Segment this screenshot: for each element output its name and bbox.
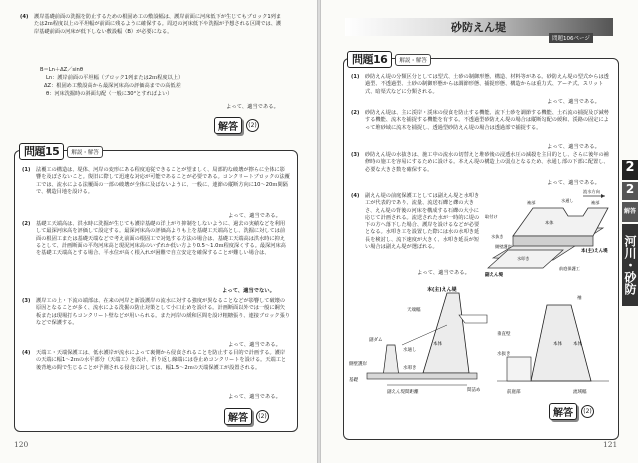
- problem-subtitle: 解説・解答: [395, 54, 431, 66]
- diagram-label: 袖: [577, 296, 582, 301]
- diagram-label: 本(主)えん堤: [427, 287, 457, 293]
- item-text: 法覆工の構造は、堤体、河岸の変形にある程度追従できることが望ましく、局部的な破壊が擦らに全体に影響を及ぼさないこと。復旧に際して迅速な対応が可能であることが必要である。コンクリートブロックの法覆工では、流水による法覆面の一部の破壊が全体に及ばないように、一般に、連節の縦断方向に10～20ｍ間隔で、構造目地を設ける。: [36, 167, 290, 195]
- diagram-label: 本体: [545, 220, 554, 225]
- item-text: 護岸基礎前面の洗掘を防止するための根固め工の敷設幅は、護岸前面に河床低下が生じてもブロック1列または2ｍ程度以上の平坦幅が前面に残るように確保する。周辺の河床低下や洗掘が予想される区間では、護岸基礎前面の河床が低下しない敷設幅（B）が必要になる。: [34, 14, 282, 35]
- diagram-label: 側壁護岸: [349, 362, 367, 367]
- item-text: 副えん堤の前庭保護工としては副えん堤と水叩き工が代表的であり、流量、流送石礫と礫の大きさ、えん堤の背後の河床を構成する石礫の大小に応じて計画される。流送された水が一時的に堤の下の方へ落下した場合、護岸を設けるなどが必要となる。水叩き工を設置した際には水の水叩き延長を検討し、流下速度が大きく、水叩き延長が短い場合は副えん堤が選ばれる。: [365, 193, 480, 251]
- answer-label: 解答: [224, 408, 252, 425]
- item-text: 天端工・天端保護工は、低水護岸が流水によって裏側から侵食されることを防止する目的で計画する。護岸の天端に幅1～2ｍの水平部分（天端工）を設け、折り返し線端には巻止めコンクリートを設ける。天端工と後背地の間で生じることが予測される侵食に対しては、幅1.5～2ｍの天端保護工が設置される。: [36, 350, 287, 371]
- diagram-label: 水叩き: [517, 256, 530, 261]
- diagram-label: 間詰め: [467, 388, 481, 393]
- ok-text: よって、適当である。: [547, 99, 600, 105]
- formula-3: ΔZ：根固め工敷設高から最深河床高の評価高までの高低差: [44, 83, 181, 89]
- diagram-label: 前庭保護工: [559, 266, 580, 271]
- diagram-label: 副えん堤: [485, 273, 503, 278]
- diagram-label: 本(主)えん堤: [581, 249, 608, 254]
- item-text: 砂防えん堤は、主に渓岸・渓床の侵食を防止する機能、流下土砂を調節する機能、土石流の捕捉及び減勢する機能、流木を捕捉する機能を有する。不透過型砂防えん堤の場合は縦断勾配の緩和、渓路の固定によって堆砂域に流木を捕捉し、透過型砂防えん堤の場合は透過部で捕捉する。: [365, 110, 609, 131]
- item-label: (4): [22, 350, 31, 356]
- answer-label: 解答: [549, 403, 577, 420]
- sabo-dam-cross-section-diagram: [347, 285, 615, 407]
- item-text: 砂防えん堤の分類区分としては型式、土砂の制御形態、構造、材料等がある。砂防えん堤の型式からは透過型、不透過型、土砂の制御形態からは調節形態、捕捉形態、構造からは重力式、アーチ式、スリット式、暗渠式などに分類される。: [365, 74, 609, 95]
- section-title: 砂防えん堤: [451, 21, 506, 34]
- ok-text: よって、適当である。: [226, 104, 279, 110]
- item-label: (3): [351, 152, 360, 158]
- diagram-label: 本体: [553, 342, 562, 347]
- diagram-label: 基礎: [349, 378, 358, 383]
- item-label: (2): [351, 110, 360, 116]
- item-label: (3): [22, 298, 31, 304]
- diagram-label: 本体: [573, 342, 582, 347]
- answer-value: (2): [246, 119, 259, 132]
- formula-2: Ln：護岸前面の平坦幅（ブロック1列または2ｍ程度以上）: [46, 75, 184, 81]
- q16-item-4: [351, 193, 481, 273]
- answer-badge-1: [214, 117, 259, 134]
- item-label: (4): [20, 14, 29, 20]
- diagram-label: 本体: [433, 342, 442, 347]
- ok-text: よって、適当である。: [228, 213, 281, 219]
- ok-text: よって、適当でない。: [222, 288, 275, 294]
- problem-15-header: [19, 143, 103, 160]
- left-page: [0, 0, 317, 463]
- ok-text: よって、適当である。: [547, 180, 600, 186]
- item-label: (4): [351, 193, 360, 199]
- formula-4: θ：河床洗掘時の斜面勾配（一般に30°とすればよい）: [46, 91, 173, 97]
- diagram-label: 水叩き: [403, 366, 417, 371]
- ok-text: よって、適当である。: [547, 144, 600, 150]
- sabo-dam-3d-diagram: [483, 188, 613, 278]
- answer-label: 解答: [214, 117, 242, 134]
- item-label: (1): [351, 74, 360, 80]
- diagram-label: 副えん堤間距離: [387, 390, 419, 395]
- diagram-label: 袖部: [527, 200, 536, 205]
- diagram-label: 副ダム: [369, 338, 383, 343]
- ok-text: よって、適当である。: [228, 394, 281, 400]
- diagram-label: 取付け: [485, 214, 498, 219]
- diagram-label: 前庭部: [507, 390, 521, 395]
- diagram-label: 水通し: [403, 348, 417, 353]
- item-text: 護岸工の上・下流の端部は、在来の河岸と新設護岸の流水に対する強度が異なることなどが影響して破壊の原因となることが多く、流水による洗掘の防止対策として小口止めを設ける。計画断面以外では一般に鋼矢板または現場打ちコンクリート壁などが用いられる。また河岸の緩和区間を設け粗糖張り、連接ブロック張りなどで保護する。: [36, 298, 290, 326]
- item-text: 基礎工天端高は、洪水時に洗掘が生じても護岸基礎の洋上がり抑制をしないように、過去の実績などを利用して最深河床高を評価して設定する。最深河床高の評価高よりも上を基礎工天端高とし、洗掘に対しては前面の根固工または基礎天端などで考え前面の根固工で対処する方法の場合は、基礎工天端高は洪水時に抑えるとして、計画断面の平均河床高と現況河床高のいずれか低い方より0.5～1.0ｍ程度深くする。最深河床高を基礎工天端高とする場合、平水位が高く根入れが困難で自立安定を確保することが難しい場合は、: [36, 221, 286, 257]
- item-text: 砂防えん堤の水抜きは、施工中の流水の切替えと堆砂後の浸透水圧の減殺を主目的とし、さらに後年の補修時の施工を容易にするために設ける。本えん堤の構造上の弱点となるため、水通し部の下部に配置し、必要な大きさ数を確保する。: [365, 152, 609, 173]
- diagram-label: 水通し: [561, 198, 574, 203]
- diagram-label: 天端幅: [407, 308, 421, 313]
- chapter-tab-subject: 河川・砂防: [622, 224, 638, 306]
- answer-value: (2): [256, 410, 269, 423]
- page-number: 121: [603, 440, 618, 449]
- diagram-label: 垂直壁: [497, 332, 511, 337]
- problem-title: 問題16: [347, 51, 392, 68]
- page-reference: 問題106ページ: [549, 33, 593, 43]
- diagram-label: 流域幅: [573, 390, 587, 395]
- problem-title: 問題15: [19, 143, 64, 160]
- q15-item-4: [22, 350, 290, 394]
- diagram-label: 水抜き: [491, 234, 504, 239]
- ok-text: よって、適当である。: [417, 270, 470, 276]
- diagram-label: 流水方向: [583, 189, 600, 194]
- answer-value: (2): [581, 405, 594, 418]
- item-label: (2): [22, 221, 31, 227]
- answer-badge: [549, 403, 594, 420]
- formula-1: B＝Ln＋ΔZ／sinθ: [40, 67, 84, 73]
- page-number: 120: [14, 440, 29, 449]
- problem-16-header: [347, 51, 431, 68]
- right-page: [321, 0, 638, 463]
- chapter-tab-chapter: 2: [622, 182, 638, 200]
- chapter-tab-number[interactable]: 2: [622, 160, 638, 180]
- item-label: (1): [22, 167, 31, 173]
- chapter-tab-kind: 解答: [622, 202, 638, 222]
- diagram-label: 側壁護岸: [495, 244, 512, 249]
- diagram-label: 水抜き: [497, 352, 511, 357]
- answer-badge-2: [224, 408, 269, 425]
- problem-subtitle: 解説・解答: [67, 146, 103, 158]
- q15-item-3: [22, 298, 290, 342]
- diagram-label: 袖部: [591, 200, 600, 205]
- ok-text: よって、適当である。: [228, 342, 281, 348]
